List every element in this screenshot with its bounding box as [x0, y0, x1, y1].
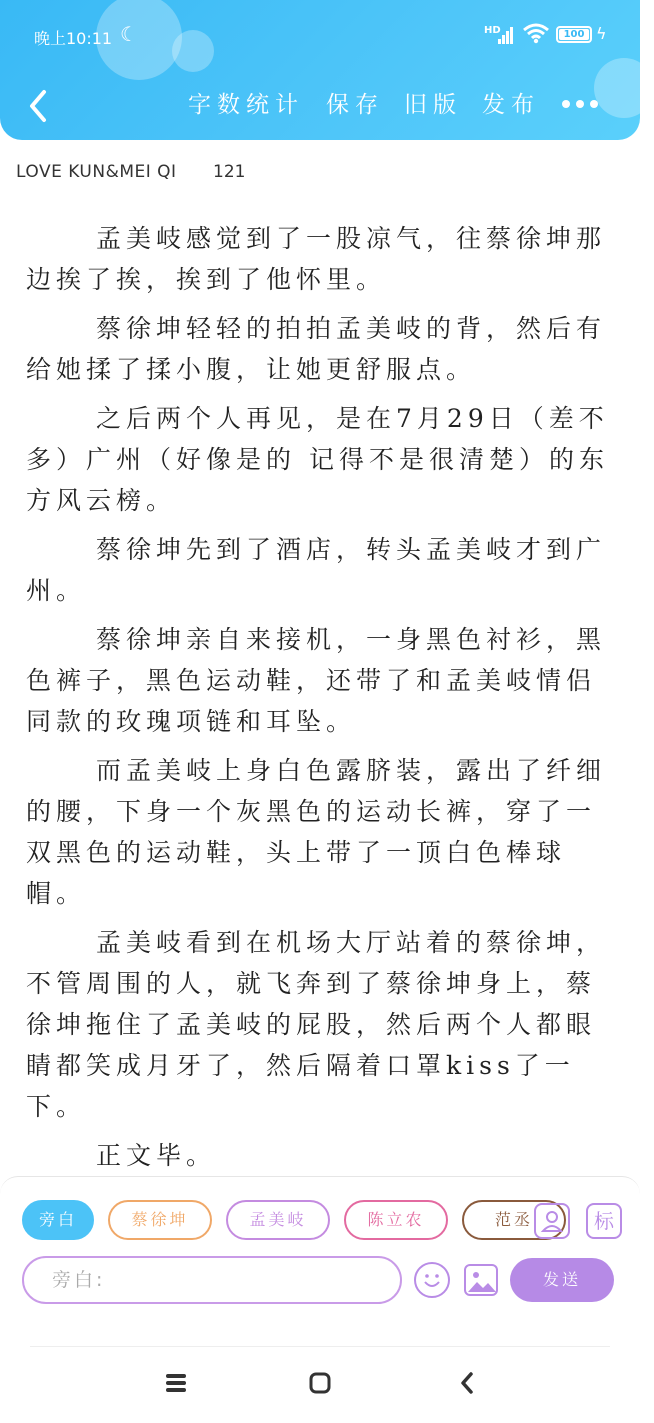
document-title: LOVE KUN&MEI QI [16, 162, 177, 182]
paragraph: 蔡徐坤轻轻的拍拍孟美岐的背，然后有给她揉了揉小腹，让她更舒服点。 [26, 314, 607, 384]
app-header [0, 0, 640, 140]
network-label: HD [484, 25, 501, 36]
signal-icon [498, 24, 516, 44]
paragraph: 蔡徐坤先到了酒店，转头孟美岐才到广州。 [26, 535, 607, 605]
wifi-icon [522, 22, 550, 44]
tag-button[interactable]: 标 [586, 1203, 622, 1239]
old-version-button[interactable]: 旧版 [404, 92, 462, 118]
chip-narration[interactable]: 旁白 [22, 1200, 94, 1240]
system-nav-bar [0, 1346, 640, 1422]
charging-icon: ϟ [596, 24, 607, 43]
paragraph: 正文毕。 [96, 1141, 217, 1170]
chip-character[interactable]: 孟美岐 [226, 1200, 330, 1240]
article-body[interactable] [26, 218, 616, 1184]
menu-icon[interactable] [164, 1372, 188, 1394]
back-arrow-icon[interactable] [20, 86, 60, 126]
moon-icon: ☾ [120, 22, 138, 46]
chip-character[interactable]: 陈立农 [344, 1200, 448, 1240]
paragraph: 蔡徐坤亲自来接机，一身黑色衬衫，黑色裤子，黑色运动鞋，还带了和孟美岐情侣同款的玫瑰项链和耳坠。 [26, 625, 607, 736]
chapter-number: 121 [213, 162, 246, 182]
word-count-button[interactable]: 字数统计 [188, 92, 304, 118]
send-button[interactable]: 发送 [510, 1258, 614, 1302]
back-icon[interactable] [456, 1371, 480, 1395]
person-card-icon[interactable] [534, 1203, 570, 1239]
smile-icon[interactable] [414, 1262, 450, 1298]
paragraph: 孟美岐看到在机场大厅站着的蔡徐坤，不管周围的人，就飞奔到了蔡徐坤身上，蔡徐坤拖住了孟美岐的屁股，然后两个人都眼睛都笑成月牙了，然后隔着口罩kiss了一下。 [26, 928, 607, 1121]
message-input[interactable]: 旁白: [22, 1256, 402, 1304]
image-icon[interactable] [464, 1264, 498, 1296]
paragraph: 而孟美岐上身白色露脐装，露出了纤细的腰，下身一个灰黑色的运动长裤，穿了一双黑色的运动鞋，头上带了一顶白色棒球帽。 [26, 756, 607, 908]
status-time: 晚上10:11 [34, 29, 113, 48]
battery-level: 100 [563, 29, 585, 40]
paragraph: 孟美岐感觉到了一股凉气，往蔡徐坤那边挨了挨，挨到了他怀里。 [26, 224, 607, 294]
status-bar [0, 0, 640, 60]
home-icon[interactable] [308, 1371, 332, 1395]
save-button[interactable]: 保存 [326, 92, 384, 118]
character-chip-row [22, 1200, 533, 1244]
chip-character[interactable]: 范丞 [462, 1200, 566, 1240]
decor-bubble [594, 58, 654, 118]
more-options-icon[interactable] [562, 96, 602, 112]
publish-button[interactable]: 发布 [482, 92, 540, 118]
paragraph: 之后两个人再见，是在7月29日（差不多）广州（好像是的 记得不是很清楚）的东方风云榜。 [26, 404, 609, 515]
battery-icon [556, 26, 592, 43]
chip-character[interactable]: 蔡徐坤 [108, 1200, 212, 1240]
